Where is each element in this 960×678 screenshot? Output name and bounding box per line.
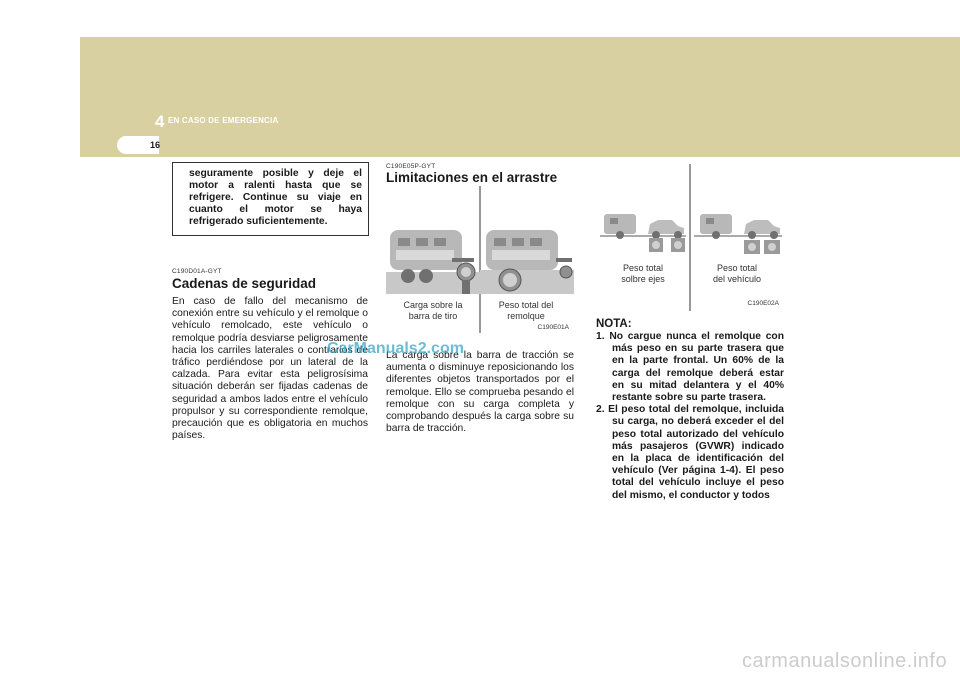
gross-weight-figure (596, 164, 784, 311)
figure-code: C190E01A (537, 324, 569, 331)
figure-label: Peso total (716, 263, 758, 273)
figure-code: C190E02A (747, 300, 779, 307)
warning-text: seguramente posible y deje el motor a ralenti hasta que se refrigere. Continue su viaje en cuanto el motor se haya refrigerado suficientemente. (189, 168, 362, 227)
section-code: C190D01A-GYT (172, 268, 222, 275)
header-band (80, 37, 960, 157)
note-item: 1. No cargue nunca el remolque con más peso en su parte trasera que en la parte frontal. Un 60% de la carga del remolque deberá estar en su mitad delantera y el 40% restante sobre su parte trasera. (596, 331, 784, 404)
note-list (596, 331, 784, 502)
watermark-link[interactable]: CarManuals2.com (327, 340, 464, 357)
warning-box (172, 162, 369, 236)
section-code: C190E05P-GYT (386, 163, 436, 170)
footer-watermark: carmanualsonline.info (742, 650, 948, 672)
figure-label: barra de tiro (408, 311, 458, 321)
chapter-number: 4 (155, 112, 165, 131)
note-item: 2. El peso total del remolque, incluida su carga, no deberá exceder el del peso total autorizado del vehículo más pasajeros (GVWR) indicado en la placa de identificación del vehículo (Ver página 1-4). El peso total del vehículo incluye el peso del mismo, el conductor y todos (596, 404, 784, 501)
section-title: Cadenas de seguridad (172, 276, 317, 291)
section-title: Limitaciones en el arrastre (386, 170, 558, 185)
tongue-load-illustration (386, 186, 574, 333)
note-title: NOTA: (596, 318, 632, 330)
figure-label: remolque (507, 311, 545, 321)
chapter-title: EN CASO DE EMERGENCIA (168, 116, 279, 125)
page-number: 16 (150, 140, 161, 150)
figure-label: del vehículo (712, 274, 762, 284)
gross-weight-illustration (596, 164, 784, 311)
tongue-load-figure (386, 186, 574, 333)
section-body: En caso de fallo del mecanismo de conexión entre su vehículo y el remolque o vehículo remolcado, este vehículo o remolque podría desviarse peligrosamente hacia los carriles laterales o contrarios de tráfico perdiéndose por un lateral de la calzada. Para evitar esta peligrosísima situación deberán ser fijadas cadenas de seguridad a ambos lados entre el vehículo propulsor y su correspondiente remolque, precaución que es obligatoria en muchos países. (172, 296, 368, 442)
figure-label: Peso total (622, 263, 664, 273)
figure-label: Carga sobre la (403, 300, 463, 310)
figure-label: Peso total del (498, 300, 554, 310)
section-body: La carga sobre la barra de tracción se aumenta o disminuye reposicionando los diferentes objetos transportados por el remolque. Ello se comprueba pesando el remolque con su carga completa y comprobando después la carga sobre su barra de tracción. (386, 350, 574, 435)
figure-label: solbre ejes (621, 274, 665, 284)
